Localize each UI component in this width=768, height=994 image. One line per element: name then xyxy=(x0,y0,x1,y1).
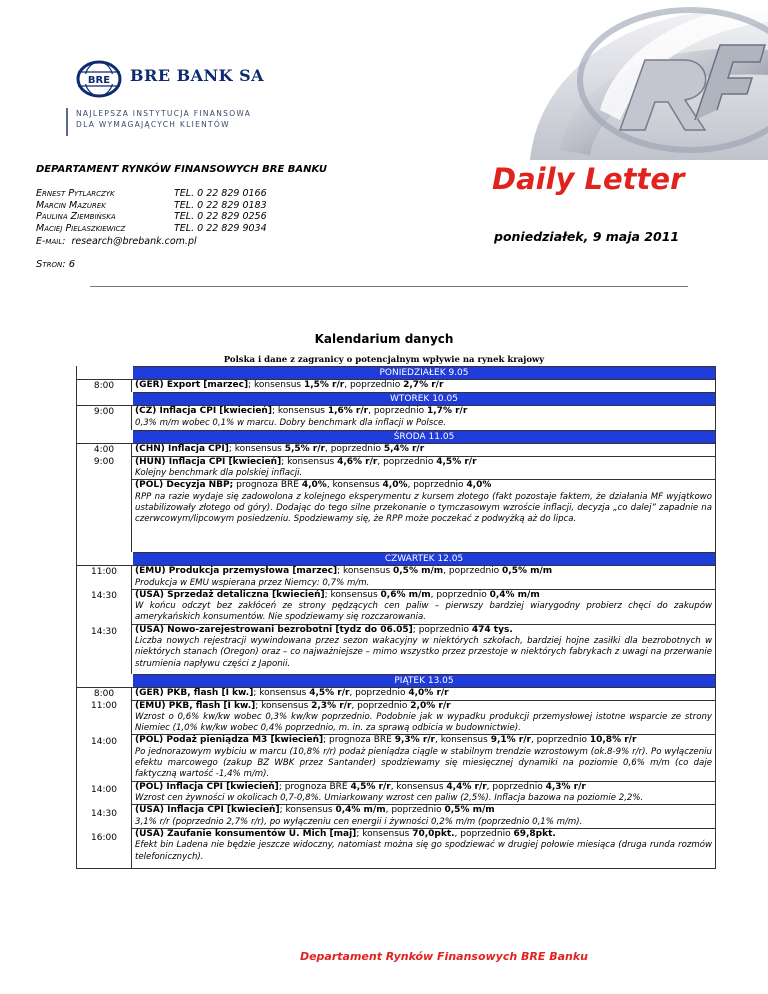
event-time xyxy=(77,504,131,516)
event-text: ; konsensus xyxy=(271,406,328,416)
staff-contacts xyxy=(36,188,267,234)
event-comment: RPP na razie wydaje się zadowolona z kolejnego eksperymentu z kursem złotego (fakt pozostaje faktem, że działania MF wyjątkowo ustabilizowały złotego od góry). Dodając do tego silne przekonanie o tymczasowym wzroście inflacji, decyzja „co dalej” zapadnie na czerwcowym/lipcowym posiedzeniu. Spodziewamy się, że RPP może poczekać z podwyżką aż do lipca. xyxy=(135,491,712,525)
event-time xyxy=(77,772,131,784)
event-value-bold: 1,6% r/r xyxy=(327,406,369,416)
event-text: ; poprzednio xyxy=(412,624,472,635)
event-time: 11:00 xyxy=(91,567,117,577)
event-value-bold: 4,4% r/r xyxy=(446,781,487,792)
bank-tagline xyxy=(66,108,280,136)
event-entry xyxy=(132,589,715,624)
staff-row xyxy=(36,211,267,223)
event-value-bold: 0,4% m/m xyxy=(489,589,540,600)
event-value-bold: 0,5% m/m xyxy=(393,566,444,576)
event-headline xyxy=(135,457,712,469)
event-list xyxy=(132,380,715,392)
tagline-line-2: DLA WYMAGAJĄCYCH KLIENTÓW xyxy=(76,120,230,129)
event-time xyxy=(77,638,131,650)
event-comment: W końcu odczyt bez zakłóceń ze strony pędzących cen paliw – pierwszy bardziej wiarygodny probierz chęci do zakupów amerykańskich konsumentów. Nie spodziewamy się rozczarowania. xyxy=(135,601,712,623)
event-value-bold: 4,0% xyxy=(382,480,408,491)
event-text: , poprzednio xyxy=(486,781,546,792)
time-column xyxy=(77,406,132,430)
event-time xyxy=(77,492,131,504)
staff-row xyxy=(36,188,267,200)
event-text: ; konsensus xyxy=(279,805,336,816)
day-section xyxy=(77,405,715,430)
event-time xyxy=(77,856,131,868)
event-value-bold: (USA) Sprzedaż detaliczna [kwiecień] xyxy=(135,589,325,600)
event-text: , poprzednio xyxy=(324,444,384,454)
event-time: 14:00 xyxy=(91,737,117,747)
page-count xyxy=(36,259,75,270)
event-time xyxy=(77,748,131,760)
event-value-bold: (USA) Inflacja CPI [kwiecień] xyxy=(135,805,280,816)
event-text: ; konsensus xyxy=(255,700,312,711)
data-calendar-table xyxy=(76,366,716,869)
event-value-bold: (POL) Decyzja NBP; xyxy=(135,480,234,491)
staff-phone: TEL. 0 22 829 9034 xyxy=(174,222,267,234)
staff-name: Marcin Mazurek xyxy=(36,199,106,211)
contact-email xyxy=(36,236,197,247)
event-entry xyxy=(132,380,715,392)
event-text: ; prognoza BRE xyxy=(278,781,351,792)
event-entry xyxy=(132,444,715,456)
event-text: , poprzednio xyxy=(530,735,590,746)
event-comment: Produkcja w EMU wspierana przez Niemcy: 0,7% m/m. xyxy=(135,577,370,588)
event-time: 8:00 xyxy=(93,381,115,391)
event-list xyxy=(132,444,715,552)
event-headline xyxy=(135,829,712,841)
calendar-subtitle: Polska i dane z zagranicy o potencjalnym wpływie na rynek krajowy xyxy=(223,355,545,365)
event-time xyxy=(77,540,131,552)
event-value-bold: 5,4% r/r xyxy=(383,444,425,454)
event-value-bold: 4,6% r/r xyxy=(337,456,378,467)
event-value-bold: 2,0% r/r xyxy=(410,700,451,711)
svg-text:BRE: BRE xyxy=(87,75,111,86)
event-text: , poprzednio xyxy=(377,456,437,467)
event-time xyxy=(77,528,131,540)
event-text: , poprzednio xyxy=(344,380,404,390)
event-comment: 3,1% r/r (poprzednio 2,7% r/r), po wyłączeniu cen energii i żywności 0,2% m/m (poprzednio 0,1% m/m). xyxy=(135,816,583,827)
event-time xyxy=(77,480,131,492)
header-divider xyxy=(90,286,688,287)
event-list xyxy=(132,566,715,674)
day-section xyxy=(77,379,715,392)
event-time: 16:00 xyxy=(91,833,117,843)
event-comment: Wzrost o 0,6% kw/kw wobec 0,3% kw/kw poprzednio. Podobnie jak w wypadku produkcji przemysłowej istotne wsparcie ze strony Niemiec (1,0% kw/kw wobec 0,4% poprzednio, m. in. za sprawą odbicia w budownictwie). xyxy=(135,712,712,734)
event-time xyxy=(77,712,131,724)
event-value-bold: 4,0% xyxy=(466,480,492,491)
staff-name: Maciej Pielaszkiewicz xyxy=(36,222,126,234)
event-value-bold: 70,0pkt. xyxy=(412,828,455,839)
event-headline xyxy=(135,590,712,602)
event-time: 14:30 xyxy=(91,627,117,637)
report-title: Daily Letter xyxy=(492,162,685,196)
email-link[interactable]: research@brebank.com.pl xyxy=(71,236,197,247)
event-entry xyxy=(132,624,715,670)
event-text: ; konsensus xyxy=(324,589,381,600)
department-title: DEPARTAMENT RYNKÓW FINANSOWYCH BRE BANKU xyxy=(36,164,328,175)
event-value-bold: 0,6% m/m xyxy=(380,589,431,600)
event-value-bold: (POL) Inflacja CPI [kwiecień] xyxy=(135,781,279,792)
event-value-bold: 9,3% r/r xyxy=(394,735,435,746)
event-time: 14:00 xyxy=(91,785,117,795)
event-value-bold: (EMU) Produkcja przemysłowa [marzec] xyxy=(135,566,338,576)
event-text: ; prognoza BRE xyxy=(323,735,395,746)
staff-name: Ernest Pytlarczyk xyxy=(36,188,115,199)
event-comment: Efekt bin Ladena nie będzie jeszcze widoczny, natomiast można się go spodziewać w drugiej połowie miesiąca (druga runda rozmów telefonicznych). xyxy=(135,840,712,862)
bank-name: BRE BANK SA xyxy=(130,66,265,85)
event-value-bold: (CZ) Inflacja CPI [kwiecień] xyxy=(135,406,272,416)
event-value-bold: 2,7% r/r xyxy=(403,380,444,390)
event-entry xyxy=(132,700,715,735)
event-entry xyxy=(132,406,715,429)
event-value-bold: 4,0% r/r xyxy=(408,688,449,698)
time-column xyxy=(77,566,132,674)
event-comment: 0,3% m/m wobec 0,1% w marcu. Dobry benchmark dla inflacji w Polsce. xyxy=(135,417,447,428)
event-time xyxy=(77,614,131,626)
event-headline xyxy=(135,444,712,456)
event-value-bold: (CHN) Inflacja CPI] xyxy=(135,444,229,454)
event-text: , poprzednio xyxy=(443,566,503,576)
event-value-bold: 2,3% r/r xyxy=(311,700,352,711)
day-header: PIĄTEK 13.05 xyxy=(133,674,715,687)
event-list xyxy=(132,406,715,430)
event-value-bold: 4,3% r/r xyxy=(545,781,586,792)
event-comment: Liczba nowych rejestracji wywindowana przez sezon wakacyjny w niektórych szkołach, bardziej hojne zasiłki dla bezrobotnych w niektórych stanach (Oregon) oraz – co najważniejsze – mimo wszystko przez przestoje w niektórych fabrykach z uwagi na przerwanie strumienia napływu części z Japonii. xyxy=(135,636,712,669)
event-list xyxy=(132,688,715,868)
day-section xyxy=(77,687,715,868)
event-comment: Wzrost cen żywności w okolicach 0,7-0,8%. Umiarkowany wzrost cen paliw (2,5%). Inflacja bazowa na poziomie 2,2%. xyxy=(135,793,644,804)
event-text: , konsensus xyxy=(434,735,491,746)
event-time: 14:30 xyxy=(91,809,117,819)
event-time xyxy=(77,844,131,856)
event-value-bold: (USA) Zaufanie konsumentów U. Mich [maj] xyxy=(135,828,357,839)
event-value-bold: 474 tys. xyxy=(471,624,513,635)
day-header: CZWARTEK 12.05 xyxy=(133,552,715,565)
staff-phone: TEL. 0 22 829 0166 xyxy=(174,188,267,199)
event-value-bold: 0,5% m/m xyxy=(502,566,553,576)
event-time xyxy=(77,760,131,772)
event-entry xyxy=(132,781,715,805)
event-text: , poprzednio xyxy=(407,480,467,491)
event-value-bold: 4,5% r/r xyxy=(436,456,477,467)
event-text: ; konsensus xyxy=(228,444,285,454)
event-time xyxy=(77,418,131,430)
pages-label: Stron: xyxy=(36,259,66,270)
event-time xyxy=(77,578,131,590)
event-headline xyxy=(135,380,712,392)
event-time: 8:00 xyxy=(93,689,115,699)
pages-value: 6 xyxy=(68,259,76,270)
event-text: , konsensus xyxy=(390,781,447,792)
event-headline xyxy=(135,480,712,492)
event-entry xyxy=(132,804,715,828)
staff-row xyxy=(36,223,267,235)
event-text: ; konsensus xyxy=(253,688,310,698)
event-headline xyxy=(135,625,712,637)
event-value-bold: 0,5% m/m xyxy=(444,805,495,816)
event-text: , poprzednio xyxy=(349,688,409,698)
time-column xyxy=(77,688,132,868)
event-value-bold: 0,4% m/m xyxy=(335,805,386,816)
event-value-bold: (HUN) Inflacja CPI [kwiecień] xyxy=(135,456,282,467)
event-text: ; konsensus xyxy=(356,828,413,839)
event-time: 4:00 xyxy=(93,445,115,455)
event-time xyxy=(77,724,131,736)
event-time: 14:30 xyxy=(91,591,117,601)
event-value-bold: (USA) Nowo-zarejestrowani bezrobotni [tydz do 06.05] xyxy=(135,624,413,635)
event-value-bold: 69,8pkt. xyxy=(513,828,556,839)
event-headline xyxy=(135,701,712,713)
event-text: , poprzednio xyxy=(351,700,411,711)
event-time xyxy=(77,602,131,614)
event-headline xyxy=(135,688,712,700)
event-value-bold: 9,1% r/r xyxy=(490,735,531,746)
event-value-bold: 4,0% xyxy=(301,480,327,491)
event-value-bold: 10,8% r/r xyxy=(589,735,637,746)
event-value-bold: 1,7% r/r xyxy=(427,406,468,416)
event-text: , poprzednio xyxy=(368,406,427,416)
tagline-line-1: NAJLEPSZA INSTYTUCJA FINANSOWA xyxy=(76,109,252,118)
staff-phone: TEL. 0 22 829 0183 xyxy=(174,199,267,211)
footer-department: Departament Rynków Finansowych BRE Banku xyxy=(299,950,589,963)
report-date: poniedziałek, 9 maja 2011 xyxy=(494,229,680,244)
staff-row xyxy=(36,200,267,212)
day-header: ŚRODA 11.05 xyxy=(133,430,715,443)
event-value-bold: 4,5% r/r xyxy=(350,781,391,792)
bre-bank-logo xyxy=(76,60,276,100)
calendar-title: Kalendarium danych xyxy=(314,332,454,346)
time-column xyxy=(77,380,132,392)
event-text: ; konsensus xyxy=(248,380,304,390)
event-value-bold: (POL) Podaż pieniądza M3 [kwiecień] xyxy=(135,735,324,746)
event-headline xyxy=(135,805,712,817)
bre-globe-logo-icon xyxy=(76,60,122,98)
email-label: E-mail: xyxy=(36,236,66,247)
event-time: 9:00 xyxy=(93,407,115,417)
decorative-3d-logo-graphic xyxy=(470,0,768,160)
event-value-bold: 4,5% r/r xyxy=(309,688,350,698)
staff-phone: TEL. 0 22 829 0256 xyxy=(174,211,267,222)
event-time xyxy=(77,468,131,480)
event-time: 9:00 xyxy=(93,457,115,467)
event-entry xyxy=(132,828,715,863)
event-text: ; konsensus xyxy=(337,566,393,576)
day-header: PONIEDZIAŁEK 9.05 xyxy=(133,366,715,379)
event-time: 11:00 xyxy=(91,701,117,711)
event-entry xyxy=(132,566,715,589)
event-value-bold: 5,5% r/r xyxy=(284,444,325,454)
day-header: WTOREK 10.05 xyxy=(133,392,715,405)
event-time xyxy=(77,820,131,832)
event-value-bold: (GER) PKB, flash [I kw.] xyxy=(135,688,254,698)
event-value-bold: (GER) Export [marzec] xyxy=(135,380,249,390)
event-text: , konsensus xyxy=(326,480,383,491)
event-value-bold: 1,5% r/r xyxy=(303,380,345,390)
event-time xyxy=(77,662,131,674)
event-headline xyxy=(135,566,712,578)
event-entry xyxy=(132,688,715,700)
event-text: , poprzednio xyxy=(454,828,514,839)
event-entry xyxy=(132,479,715,525)
event-time xyxy=(77,650,131,662)
staff-name: Paulina Ziembińska xyxy=(36,211,116,222)
event-text: prognoza BRE xyxy=(233,480,302,491)
event-comment: Po jednorazowym wybiciu w marcu (10,8% r/r) podaż pieniądza ciągle w stabilnym trendzie wzrostowym (ok.8-9% r/r). Po wyłączeniu efektu marcowego (zakup BZ WBK przez Santander) spodziewamy się miesięcznej dynamiki na poziomie 0,6% m/m (co daje faktyczną wartość -1,4% m/m). xyxy=(135,746,712,780)
day-section xyxy=(77,443,715,552)
event-comment: Kolejny benchmark dla polskiej inflacji. xyxy=(135,468,303,478)
event-headline xyxy=(135,735,712,747)
event-text: ; konsensus xyxy=(281,456,338,467)
event-time xyxy=(77,516,131,528)
event-entry xyxy=(132,734,715,780)
event-time xyxy=(77,796,131,808)
event-headline xyxy=(135,406,712,418)
event-text: , poprzednio xyxy=(430,589,490,600)
event-value-bold: (EMU) PKB, flash [I kw.] xyxy=(135,700,256,711)
event-headline xyxy=(135,782,712,794)
event-text: , poprzednio xyxy=(385,805,445,816)
time-column xyxy=(77,444,132,552)
event-entry xyxy=(132,456,715,480)
day-section xyxy=(77,565,715,674)
